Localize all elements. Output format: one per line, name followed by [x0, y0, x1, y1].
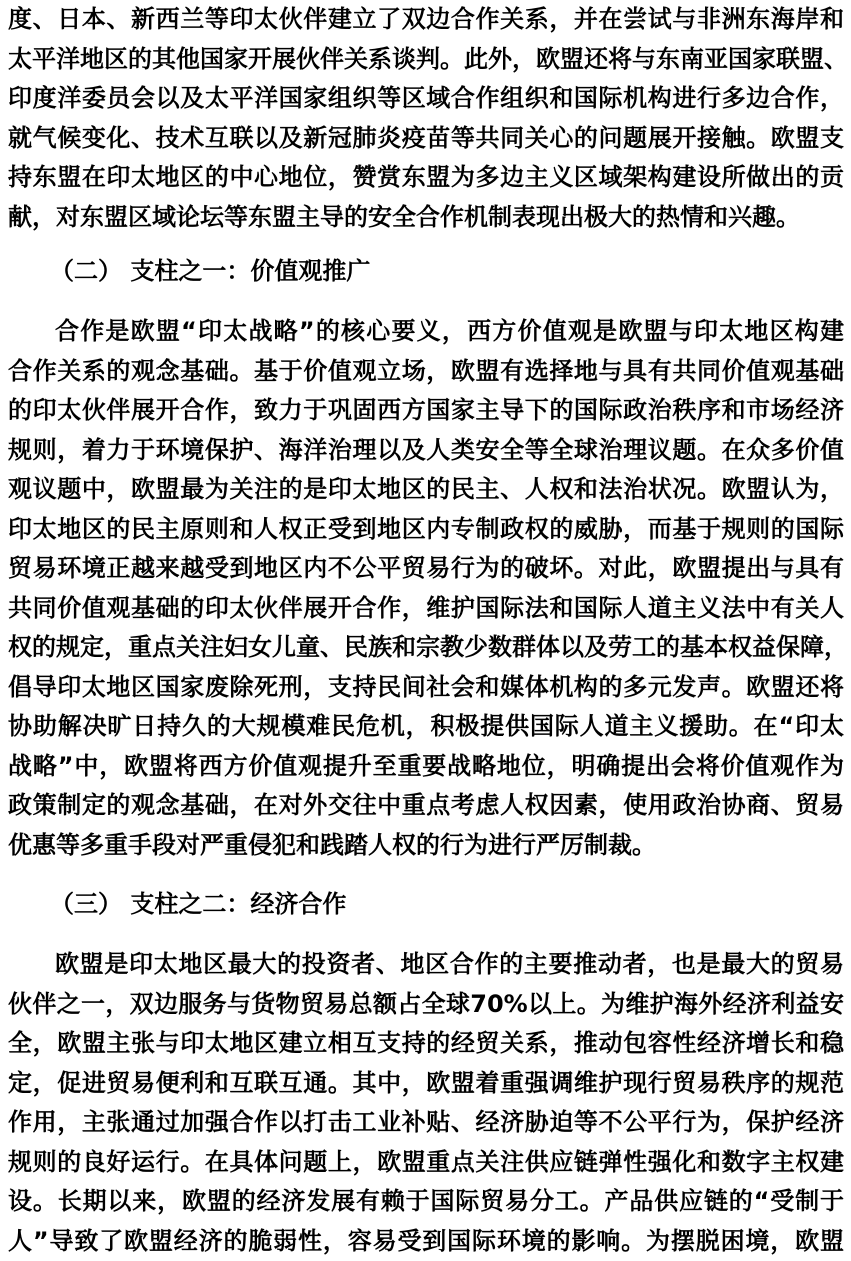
text-line: 合作是欧盟“印太战略”的核心要义，西方价值观是欧盟与印太地区构建	[55, 317, 844, 345]
text-line: 贸易环境正越来越受到地区内不公平贸易行为的破坏。对此，欧盟提出与具有	[8, 554, 844, 582]
text-line: 战略”中，欧盟将西方价值观提升至重要战略地位，明确提出会将价值观作为	[8, 751, 844, 780]
text-line: 设。长期以来，欧盟的经济发展有赖于国际贸易分工。产品供应链的“受制于	[8, 1187, 844, 1215]
text-line: 权的规定，重点关注妇女儿童、民族和宗教少数群体以及劳工的基本权益保障，	[8, 633, 848, 661]
text-line: 规则，着力于环境保护、海洋治理以及人类安全等全球治理议题。在众多价值	[8, 435, 844, 464]
text-line: 共同价值观基础的印太伙伴展开合作，维护国际法和国际人道主义法中有关人	[8, 593, 844, 622]
text-line: 欧盟是印太地区最大的投资者、地区合作的主要推动者，也是最大的贸易	[55, 950, 844, 978]
text-line: 太平洋地区的其他国家开展伙伴关系谈判。此外，欧盟还将与东南亚国家联盟、	[8, 44, 848, 73]
paragraph-1	[8, 0, 848, 237]
text-line: 印度洋委员会以及太平洋国家组织等区域合作组织和国际机构进行多边合作，	[8, 84, 844, 112]
text-line: 度、日本、新西兰等印太伙伴建立了双边合作关系，并在尝试与非洲东海岸和	[8, 5, 844, 33]
text-line: 作用，主张通过加强合作以打击工业补贴、经济胁迫等不公平行为，保护经济	[8, 1108, 844, 1136]
section-heading-2: （二） 支柱之一：价值观推广	[50, 257, 371, 285]
text-line: 规则的良好运行。在具体问题上，欧盟重点关注供应链弹性强化和数字主权建	[8, 1147, 844, 1176]
text-line: 献，对东盟区域论坛等东盟主导的安全合作机制表现出极大的热情和兴趣。	[8, 202, 800, 231]
text-line: 的印太伙伴展开合作，致力于巩固西方国家主导下的国际政治秩序和市场经济	[8, 396, 844, 424]
text-line: 全，欧盟主张与印太地区建立相互支持的经贸关系，推动包容性经济增长和稳	[8, 1029, 844, 1057]
text-line: 合作关系的观念基础。基于价值观立场，欧盟有选择地与具有共同价值观基础	[8, 356, 844, 385]
section-heading-3: （三） 支柱之二：经济合作	[50, 890, 347, 918]
text-line: 观议题中，欧盟最为关注的是印太地区的民主、人权和法治状况。欧盟认为，	[8, 475, 844, 503]
text-line: 印太地区的民主原则和人权正受到地区内专制政权的威胁，而基于规则的国际	[8, 514, 844, 543]
text-line: 政策制定的观念基础，在对外交往中重点考虑人权因素，使用政治协商、贸易	[8, 791, 844, 819]
text-line: 优惠等多重手段对严重侵犯和践踏人权的行为进行严厉制裁。	[8, 830, 656, 859]
text-line: 就气候变化、技术互联以及新冠肺炎疫苗等共同关心的问题展开接触。欧盟支	[8, 123, 844, 152]
text-line: 倡导印太地区国家废除死刑，支持民间社会和媒体机构的多元发声。欧盟还将	[8, 672, 844, 701]
text-line: 协助解决旷日持久的大规模难民危机，积极提供国际人道主义援助。在“印太	[8, 712, 844, 740]
text-line: 持东盟在印太地区的中心地位，赞赏东盟为多边主义区域架构建设所做出的贡	[8, 163, 844, 191]
text-line: 定，促进贸易便利和互联互通。其中，欧盟着重强调维护现行贸易秩序的规范	[8, 1068, 844, 1097]
text-line: 人”导致了欧盟经济的脆弱性，容易受到国际环境的影响。为摆脱困境，欧盟	[8, 1226, 844, 1255]
paragraph-2	[8, 312, 848, 865]
text-line: 伙伴之一，双边服务与货物贸易总额占全球70%以上。为维护海外经济利益安	[8, 989, 844, 1018]
paragraph-3	[8, 945, 844, 1261]
